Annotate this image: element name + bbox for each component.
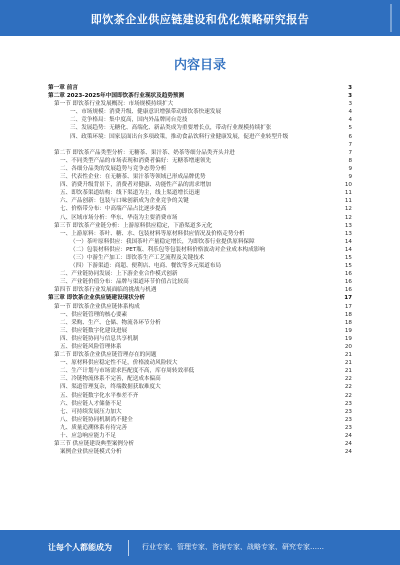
toc-page-number: 24 [344, 433, 352, 440]
toc-entry[interactable] [48, 181, 352, 189]
toc-page-number: 23 [344, 408, 352, 415]
toc-entry[interactable] [48, 327, 352, 335]
toc-entry[interactable] [48, 92, 352, 100]
toc-entry[interactable] [48, 400, 352, 408]
toc-entry-text: 九、质量追溯体系有待完善 [60, 424, 128, 431]
toc-page-number: 14 [344, 238, 352, 245]
toc-page-number: 11 [344, 190, 352, 197]
toc-entry-text: 一、市场规模：消费升级、健康意识增强带动即饮茶快速发展 [70, 109, 222, 116]
toc-entry-text: 三、供应链数字化建设进展 [60, 327, 128, 334]
toc-page-number: 7 [348, 149, 352, 156]
toc-entry-text: （一）茶叶原料供应：我国茶叶产量稳定增长，为即饮茶行业提供原料保障 [70, 238, 255, 245]
toc-page-number: 13 [344, 230, 352, 237]
toc-entry[interactable] [48, 383, 352, 391]
toc-entry-text: 第三章 即饮茶企业供应链建设现状分析 [48, 295, 146, 302]
toc-page-number: 13 [344, 222, 352, 229]
toc-page-number: 11 [344, 198, 352, 205]
toc-entry[interactable] [48, 367, 352, 375]
toc-page-number: 22 [344, 392, 352, 399]
toc-entry-text: 四、消费升级背景下，消费者对健康、功能性产品的需求增加 [60, 182, 212, 189]
toc-page-number: 20 [344, 344, 352, 350]
toc-page-number: 23 [344, 400, 352, 407]
toc-entry-text: 二、采购、生产、仓储、物流各环节分析 [60, 319, 161, 326]
toc-entry-text: 三、代表性企业：在无糖茶、果汁茶等领域已形成品牌优势 [60, 174, 206, 181]
toc-entry[interactable] [48, 100, 352, 108]
toc-page-number: 3 [348, 101, 352, 108]
toc-entry[interactable] [48, 424, 352, 432]
toc-entry[interactable] [48, 108, 352, 116]
toc-page-number: 18 [344, 311, 352, 318]
toc-entry[interactable] [48, 141, 352, 149]
toc-page-number: 3 [348, 93, 352, 100]
toc-entry[interactable] [48, 278, 352, 286]
toc-entry-text: 三、冷链物流体系不完善，配送成本偏高 [60, 376, 161, 383]
toc-entry[interactable] [48, 303, 352, 311]
toc-entry-text: 五、供应链数字化水平参差不齐 [60, 392, 139, 399]
toc-entry[interactable] [48, 408, 352, 416]
toc-entry-text: 五、供应链风险管理体系 [60, 344, 122, 350]
toc-entry-text: 三、产业链价值分布：品牌与渠道环节价值占比较高 [60, 279, 189, 286]
toc-entry-text: 八、区域市场分析：华东、华南为主要消费市场 [60, 214, 178, 221]
toc-entry-text: 五、即饮茶渠道结构：线下渠道为主，线上渠道增长迅速 [60, 190, 200, 197]
toc-entry-text: 第一章 前言 [48, 85, 78, 91]
toc-page-number: 21 [344, 352, 352, 359]
toc-entry-text: 一、原材料供应稳定性不足，价格波动风险较大 [60, 360, 178, 367]
toc-entry[interactable] [48, 294, 352, 302]
footer-divider [128, 540, 129, 556]
toc-page-number: 5 [348, 125, 352, 132]
toc-entry-text: 七、可持续发展压力加大 [60, 408, 122, 415]
toc-page-number: 17 [344, 295, 352, 302]
toc-entry[interactable] [48, 214, 352, 222]
toc-heading: 内容目录 [173, 58, 226, 73]
toc-entry-text: （四）下游渠道：商超、便利店、电商、餐饮等多元渠道布局 [70, 263, 222, 270]
toc-page-number: 12 [344, 214, 352, 221]
toc-entry-text: 八、供应链协同机制尚不健全 [60, 416, 133, 423]
toc-page-number: 15 [344, 263, 352, 270]
toc-page-number: 4 [348, 117, 352, 124]
toc-entry[interactable] [48, 222, 352, 230]
toc-page-number: 4 [348, 109, 352, 116]
toc-entry-text: 四、渠道管理复杂，终端数据获取难度大 [60, 384, 161, 391]
header-decoration [366, 4, 392, 32]
toc-page-number: 10 [344, 182, 352, 189]
toc-entry[interactable] [48, 124, 352, 132]
toc-page-number: 24 [344, 449, 352, 456]
page-header [0, 0, 400, 36]
toc-entry[interactable] [48, 335, 352, 343]
toc-page-number: 21 [344, 360, 352, 367]
toc-entry[interactable] [48, 351, 352, 359]
toc-page-number: 9 [348, 165, 352, 172]
toc-entry[interactable] [48, 165, 352, 173]
toc-entry[interactable] [48, 359, 352, 367]
toc-entry[interactable] [48, 205, 352, 213]
toc-page-number: 16 [344, 279, 352, 286]
toc-page-number: 7 [348, 141, 352, 148]
toc-entry[interactable] [48, 416, 352, 424]
toc-entry[interactable] [48, 84, 352, 92]
toc-entry-text: 一、不同类型产品的市场表现和消费者偏好：无糖茶增速领先 [60, 157, 212, 164]
toc-entry-text: （二）包装材料供应：PET瓶、利乐包等包装材料价格波动对企业成本构成影响 [70, 246, 265, 253]
toc-page-number: 23 [344, 416, 352, 423]
toc-page-number: 19 [344, 327, 352, 334]
toc-entry-text: 十、应急响应能力不足 [60, 433, 116, 440]
toc-page-number: 23 [344, 424, 352, 431]
toc-page-number: 6 [348, 133, 352, 140]
toc-page-number: 12 [344, 206, 352, 213]
toc-entry-text: 六、产品创新：包装与口味创新成为企业竞争的关键 [60, 198, 189, 205]
toc-entry[interactable] [48, 262, 352, 270]
toc-entry-text: 一、上游原料：茶叶、糖、水、包装材料等原材料供应情况及价格走势分析 [60, 230, 245, 237]
toc-entry-text: 第三节 供应链建设典型案例分析 [54, 441, 135, 448]
toc-entry[interactable] [48, 375, 352, 383]
footer-tagline: 行业专家、管理专家、咨询专家、战略专家、研究专家…… [142, 543, 324, 551]
toc-page-number: 17 [344, 303, 352, 310]
toc-entry-text: 四、供应链协同与信息共享机制 [60, 335, 139, 342]
toc-page-number: 15 [344, 254, 352, 261]
toc-entry[interactable] [48, 133, 352, 141]
toc-entry-text: 第二章 2023-2025年中国即饮茶行业现状及趋势预测 [48, 93, 185, 100]
toc-page-number: 9 [348, 174, 352, 181]
toc-page-number: 22 [344, 384, 352, 391]
toc-page-number: 16 [344, 287, 352, 294]
toc-entry-text: （三）中游生产加工：即饮茶生产工艺流程及关键技术 [70, 254, 205, 261]
toc-entry[interactable] [48, 116, 352, 124]
toc-entry-text: 一、供应链管理的核心要素 [60, 311, 128, 318]
toc-page-number: 22 [344, 376, 352, 383]
toc-entry-text: 二、竞争格局：集中度高，国内外品牌同台竞技 [70, 117, 188, 124]
toc-entry[interactable] [48, 173, 352, 181]
toc-entry[interactable] [48, 270, 352, 278]
table-of-contents [48, 84, 352, 510]
toc-entry[interactable] [48, 197, 352, 205]
toc-entry[interactable] [48, 286, 352, 294]
toc-entry-text: 第四节 即饮茶行业发展面临的挑战与机遇 [54, 287, 157, 294]
toc-page-number: 21 [344, 368, 352, 375]
toc-page-number: 24 [344, 441, 352, 448]
toc-page-number: 18 [344, 319, 352, 326]
toc-entry[interactable] [48, 149, 352, 157]
toc-page-number: 3 [348, 85, 352, 91]
toc-entry[interactable] [48, 311, 352, 319]
toc-page-number: 8 [348, 157, 352, 164]
toc-entry-text: 第一节 即饮茶行业发展概况：市场规模持续扩大 [54, 101, 174, 108]
toc-entry-text: 第三节 即饮茶产业链分析：上游原料供应稳定，下游渠道多元化 [54, 222, 213, 229]
toc-page-number: 19 [344, 335, 352, 342]
toc-page-number: 14 [344, 246, 352, 253]
toc-page-number: 16 [344, 271, 352, 278]
toc-entry-text: 六、供应链人才储备不足 [60, 400, 122, 407]
toc-entry[interactable] [48, 440, 352, 448]
toc-entry-text: 七、价格带分布：中高端产品占比逐步提高 [60, 206, 167, 213]
toc-entry[interactable] [48, 238, 352, 246]
report-title: 即饮茶企业供应链建设和优化策略研究报告 [90, 13, 310, 26]
toc-entry[interactable] [48, 392, 352, 400]
toc-entry-text: 第二节 即饮茶产品类型分析：无糖茶、果汁茶、奶茶等细分品类齐头并进 [54, 149, 235, 156]
toc-entry[interactable] [48, 319, 352, 327]
toc-entry[interactable] [48, 432, 352, 440]
toc-entry-text: 第一节 即饮茶企业供应链体系构成 [54, 303, 140, 310]
toc-entry-text: 二、各细分品类的发展趋势与竞争态势分析 [60, 165, 167, 172]
toc-entry-text: 第二节 即饮茶企业供应链管理存在的问题 [54, 352, 157, 359]
toc-entry-text: 二、产业链协同发展：上下游企业合作模式创新 [60, 271, 178, 278]
toc-entry-text: 四、政策环境：国家层面出台多项政策，推动食品饮料行业健康发展，促进产业转型升级 [70, 133, 289, 140]
footer-slogan: 让每个人都能成为 [48, 543, 112, 552]
toc-entry-text: 二、生产计划与市场需求匹配度不高，库存周转效率低 [60, 368, 195, 375]
toc-entry[interactable] [48, 189, 352, 197]
page-footer [0, 530, 400, 565]
toc-entry[interactable] [48, 343, 352, 351]
toc-entry[interactable] [48, 448, 352, 456]
toc-entry[interactable] [48, 246, 352, 254]
toc-entry[interactable] [48, 254, 352, 262]
toc-entry-text: 案例企业供应链模式分析 [60, 449, 122, 456]
toc-entry-text: 三、发展趋势：无糖化、高端化、新品类成为重要增长点，带动行业规模持续扩张 [70, 125, 272, 132]
toc-entry[interactable] [48, 230, 352, 238]
toc-entry[interactable] [48, 157, 352, 165]
